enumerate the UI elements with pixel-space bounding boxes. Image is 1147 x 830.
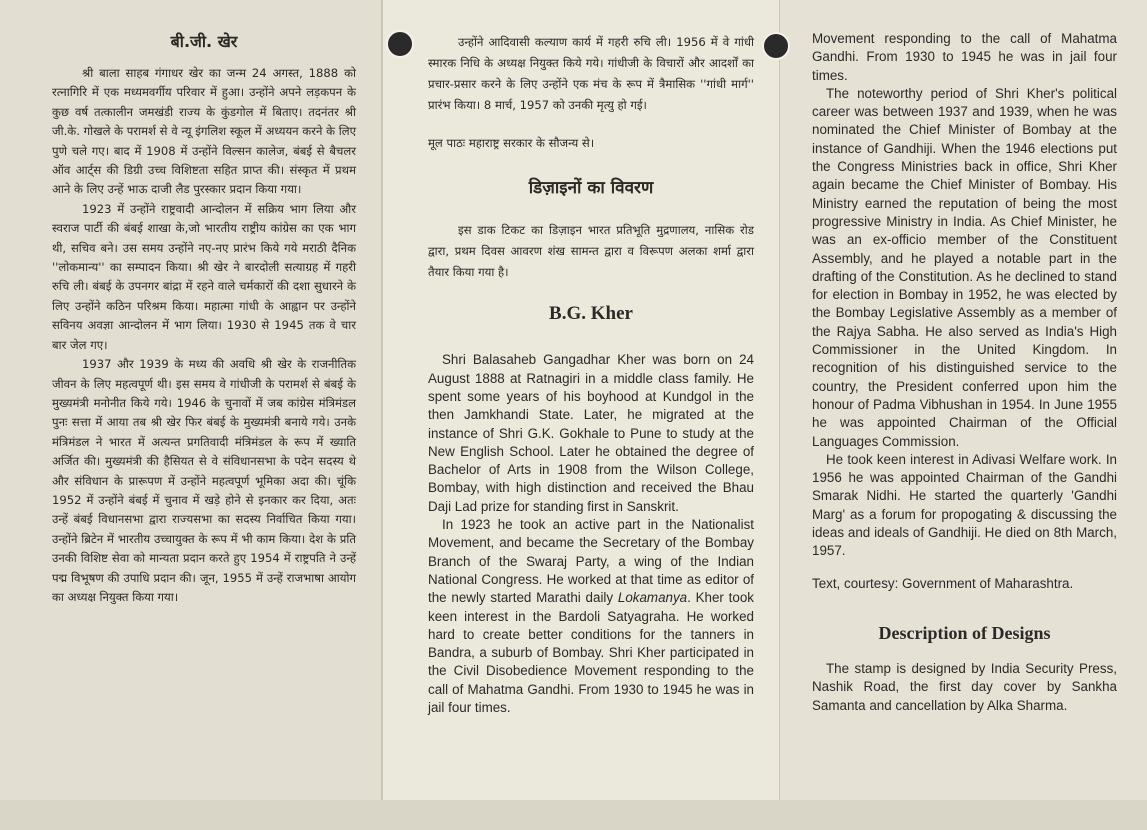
english-paragraph: Shri Balasaheb Gangadhar Kher was born on 24 August 1888 at Ratnagiri in a middle class family. He spent some years of his boyhood at Kundgol in the then Jamkhandi State. Later, he migrated at the instance of Shri G.K. Gokhale to Pune to study at the New English School. Later he obtained the degree of Bachelor of Arts in 1908 from the Wilson College, Bombay, with high distinction and received the Bhau Daji Lad prize for standing first in Sanskrit. (428, 352, 754, 514)
punch-hole (762, 32, 790, 60)
english-text: . Kher took keen interest in the Bardoli Satyagraha. He worked hard to create better conditions for the tanners in Bandra, a suburb of Bombay. Shri Kher participated in the Civil Disobedience Movement responding to the call of Mahatma Gandhi. From 1930 to 1945 he was in jail four times. (428, 590, 754, 716)
english-title: B.G. Kher (549, 303, 633, 325)
english-column (812, 30, 1117, 715)
hindi-paragraph: उन्होंने आदिवासी कल्याण कार्य में गहरी रुचि ली। 1956 में वे गांधी स्मारक निधि के अध्यक्ष नियुक्त किये गये। गांधीजी के विचारों और आदर्शों का प्रचार-प्रसार करने के लिए उन्होंने एक मंच के रूप में त्रैमासिक ''गांधी मार्ग'' प्रारंभ किया। 8 मार्च, 1957 को उनकी मृत्यु हो गई। (428, 35, 754, 112)
english-paragraph (428, 516, 754, 717)
middle-panel (382, 0, 780, 800)
english-courtesy: Text, courtesy: Government of Maharashtra. (812, 575, 1074, 591)
english-paragraph: The noteworthy period of Shri Kher's political career was between 1937 and 1939, when he was nominated the Chief Minister of Bombay at the instance of Gandhiji. When the 1946 elections put the Congress Ministries back in office, Shri Kher again became the Chief Minister of Bombay. His Ministry earned the reputation of being the most progressive Ministry in India. As Chief Minister, he was an ex-officio member of the Constituent Assembly, and he played a notable part in the drafting of the Constitution. As he declined to stand for election in Bombay in 1952, he was elected by the Bombay Legislative Assembly as a member of the Rajya Sabha. He also served as India's High Commissioner in the United Kingdom. In recognition of his distinguished service to the country, the President conferred upon him the honour of Padma Vibhushan in 1954. In June 1955 he was appointed Chairman of the Official Languages Commission. (812, 85, 1117, 449)
punch-hole (386, 30, 414, 58)
english-paragraph-continued: Movement responding to the call of Mahatma Gandhi. From 1930 to 1945 he was in jail four times. (812, 31, 1117, 83)
hindi-design-text: इस डाक टिकट का डिज़ाइन भारत प्रतिभूति मुद्रणालय, नासिक रोड द्वारा, प्रथम दिवस आवरण शंख सामन्त द्वारा व विरूपण अलका शर्मा द्वारा तैयार किया गया है। (428, 223, 754, 280)
fold-line (381, 0, 383, 800)
hindi-courtesy: मूल पाठः महाराष्ट्र सरकार के सौजन्य से। (428, 136, 595, 150)
english-design-text: The stamp is designed by India Security Press, Nashik Road, the first day cover by Sankha Samanta and cancellation by Alka Sharma. (812, 660, 1117, 713)
hindi-design-title: डिज़ाइनों का विवरण (528, 178, 654, 199)
hindi-title: बी.जी. खेर (170, 32, 238, 51)
english-paragraph: He took keen interest in Adivasi Welfare work. In 1956 he was appointed Chairman of the Gandhi Smarak Nidhi. He started the quarterly 'Gandhi Marg' as a forum for propogating & discussing the ideas and ideals of Gandhiji. He died on 8th March, 1957. (812, 451, 1117, 559)
hindi-paragraph: 1937 और 1939 के मध्य की अवधि श्री खेर के राजनीतिक जीवन के लिए महत्वपूर्ण थी। इस समय वे गांधीजी के परामर्श से बंबई के मुख्यमंत्री मनोनीत किये गये। 1946 के चुनावों में जब कांग्रेस मंत्रिमंडल पुनः सत्ता में आया तब श्री खेर फिर बंबई के मुख्यमंत्री बनाये गये। उनके मंत्रिमंडल ने भारत में अत्यन्त प्रगतिवादी मंत्रिमंडल के रूप में ख्याति अर्जित की। मुख्यमंत्री की हैसियत से वे संविधानसभा के पदेन सदस्य थे और संविधान के प्रारूपण में उन्होंने महत्वपूर्ण भूमिका अदा की। चूंकि 1952 में उन्होंने बंबई में चुनाव में खड़े होने से इनकार कर दिया, अतः उन्हें बंबई विधानसभा द्वारा राज्यसभा का सदस्य निर्वाचित किया गया। उन्होंने ब्रिटेन में भारतीय उच्चायुक्त के रूप में भी काम किया। देश के प्रति उनकी विशिष्ट सेवा को मान्यता प्रदान करते हुए 1954 में राष्ट्रपति ने उन्हें पद्म विभूषण की उपाधि प्रदान की। जून, 1955 में उन्हें राजभाषा आयोग का अध्यक्ष नियुक्त किया गया। (52, 357, 356, 604)
hindi-biography-panel (0, 0, 382, 800)
hindi-paragraph: श्री बाला साहब गंगाधर खेर का जन्म 24 अगस्त, 1888 को रत्नागिरि में एक मध्यमवर्गीय परिवार में हुआ। उन्होंने अपने लड़कपन के कुछ वर्ष तत्कालीन जमखंडी राज्य के कुंडगोल में बिताए। तदनंतर श्री जी.के. गोखले के परामर्श से वे न्यू इंगलिश स्कूल में अध्ययन करने के लिए पुणे चले गए। बाद में 1908 में उन्होंने विल्सन कालेज, बंबई से बैचलर ऑव आर्ट्स की डिग्री उच्च विशिष्टता सहित प्राप्त की। संस्कृत में प्रथम आने के लिए उन्हें भाऊ दाजी लैड पुरस्कार प्रदान किया गया। (52, 66, 356, 197)
hindi-paragraph: 1923 में उन्होंने राष्ट्रवादी आन्दोलन में सक्रिय भाग लिया और स्वराज पार्टी की बंबई शाखा के,जो भारतीय राष्ट्रीय कांग्रेस का एक भाग थी, सचिव बने। उस समय उन्होंने नए-नए प्रारंभ किये गये मराठी दैनिक ''लोकमान्य'' का सम्पादन किया। श्री खेर ने बारदोली सत्याग्रह में गहरी रुचि ली। बंबई के उपनगर बांद्रा में रहने वाले चर्मकारों की दशा सुधारने के लिए उन्होंने कठिन परिश्रम किया। महात्मा गांधी के आह्वान पर उन्होंने सविनय अवज्ञा आन्दोलन में भाग लिया। 1930 से 1945 तक वे चार बार जेल गए। (52, 201, 356, 352)
lokamanya-italic: Lokamanya (617, 590, 688, 606)
english-text: In 1923 he took an active part in the Nationalist Movement, and became the Secretary of the Bombay Branch of the Swaraj Party, a wing of the Indian National Congress. He worked at that time as editor of the newly started Marathi daily (428, 517, 754, 606)
english-design-title: Description of Designs (878, 622, 1051, 643)
